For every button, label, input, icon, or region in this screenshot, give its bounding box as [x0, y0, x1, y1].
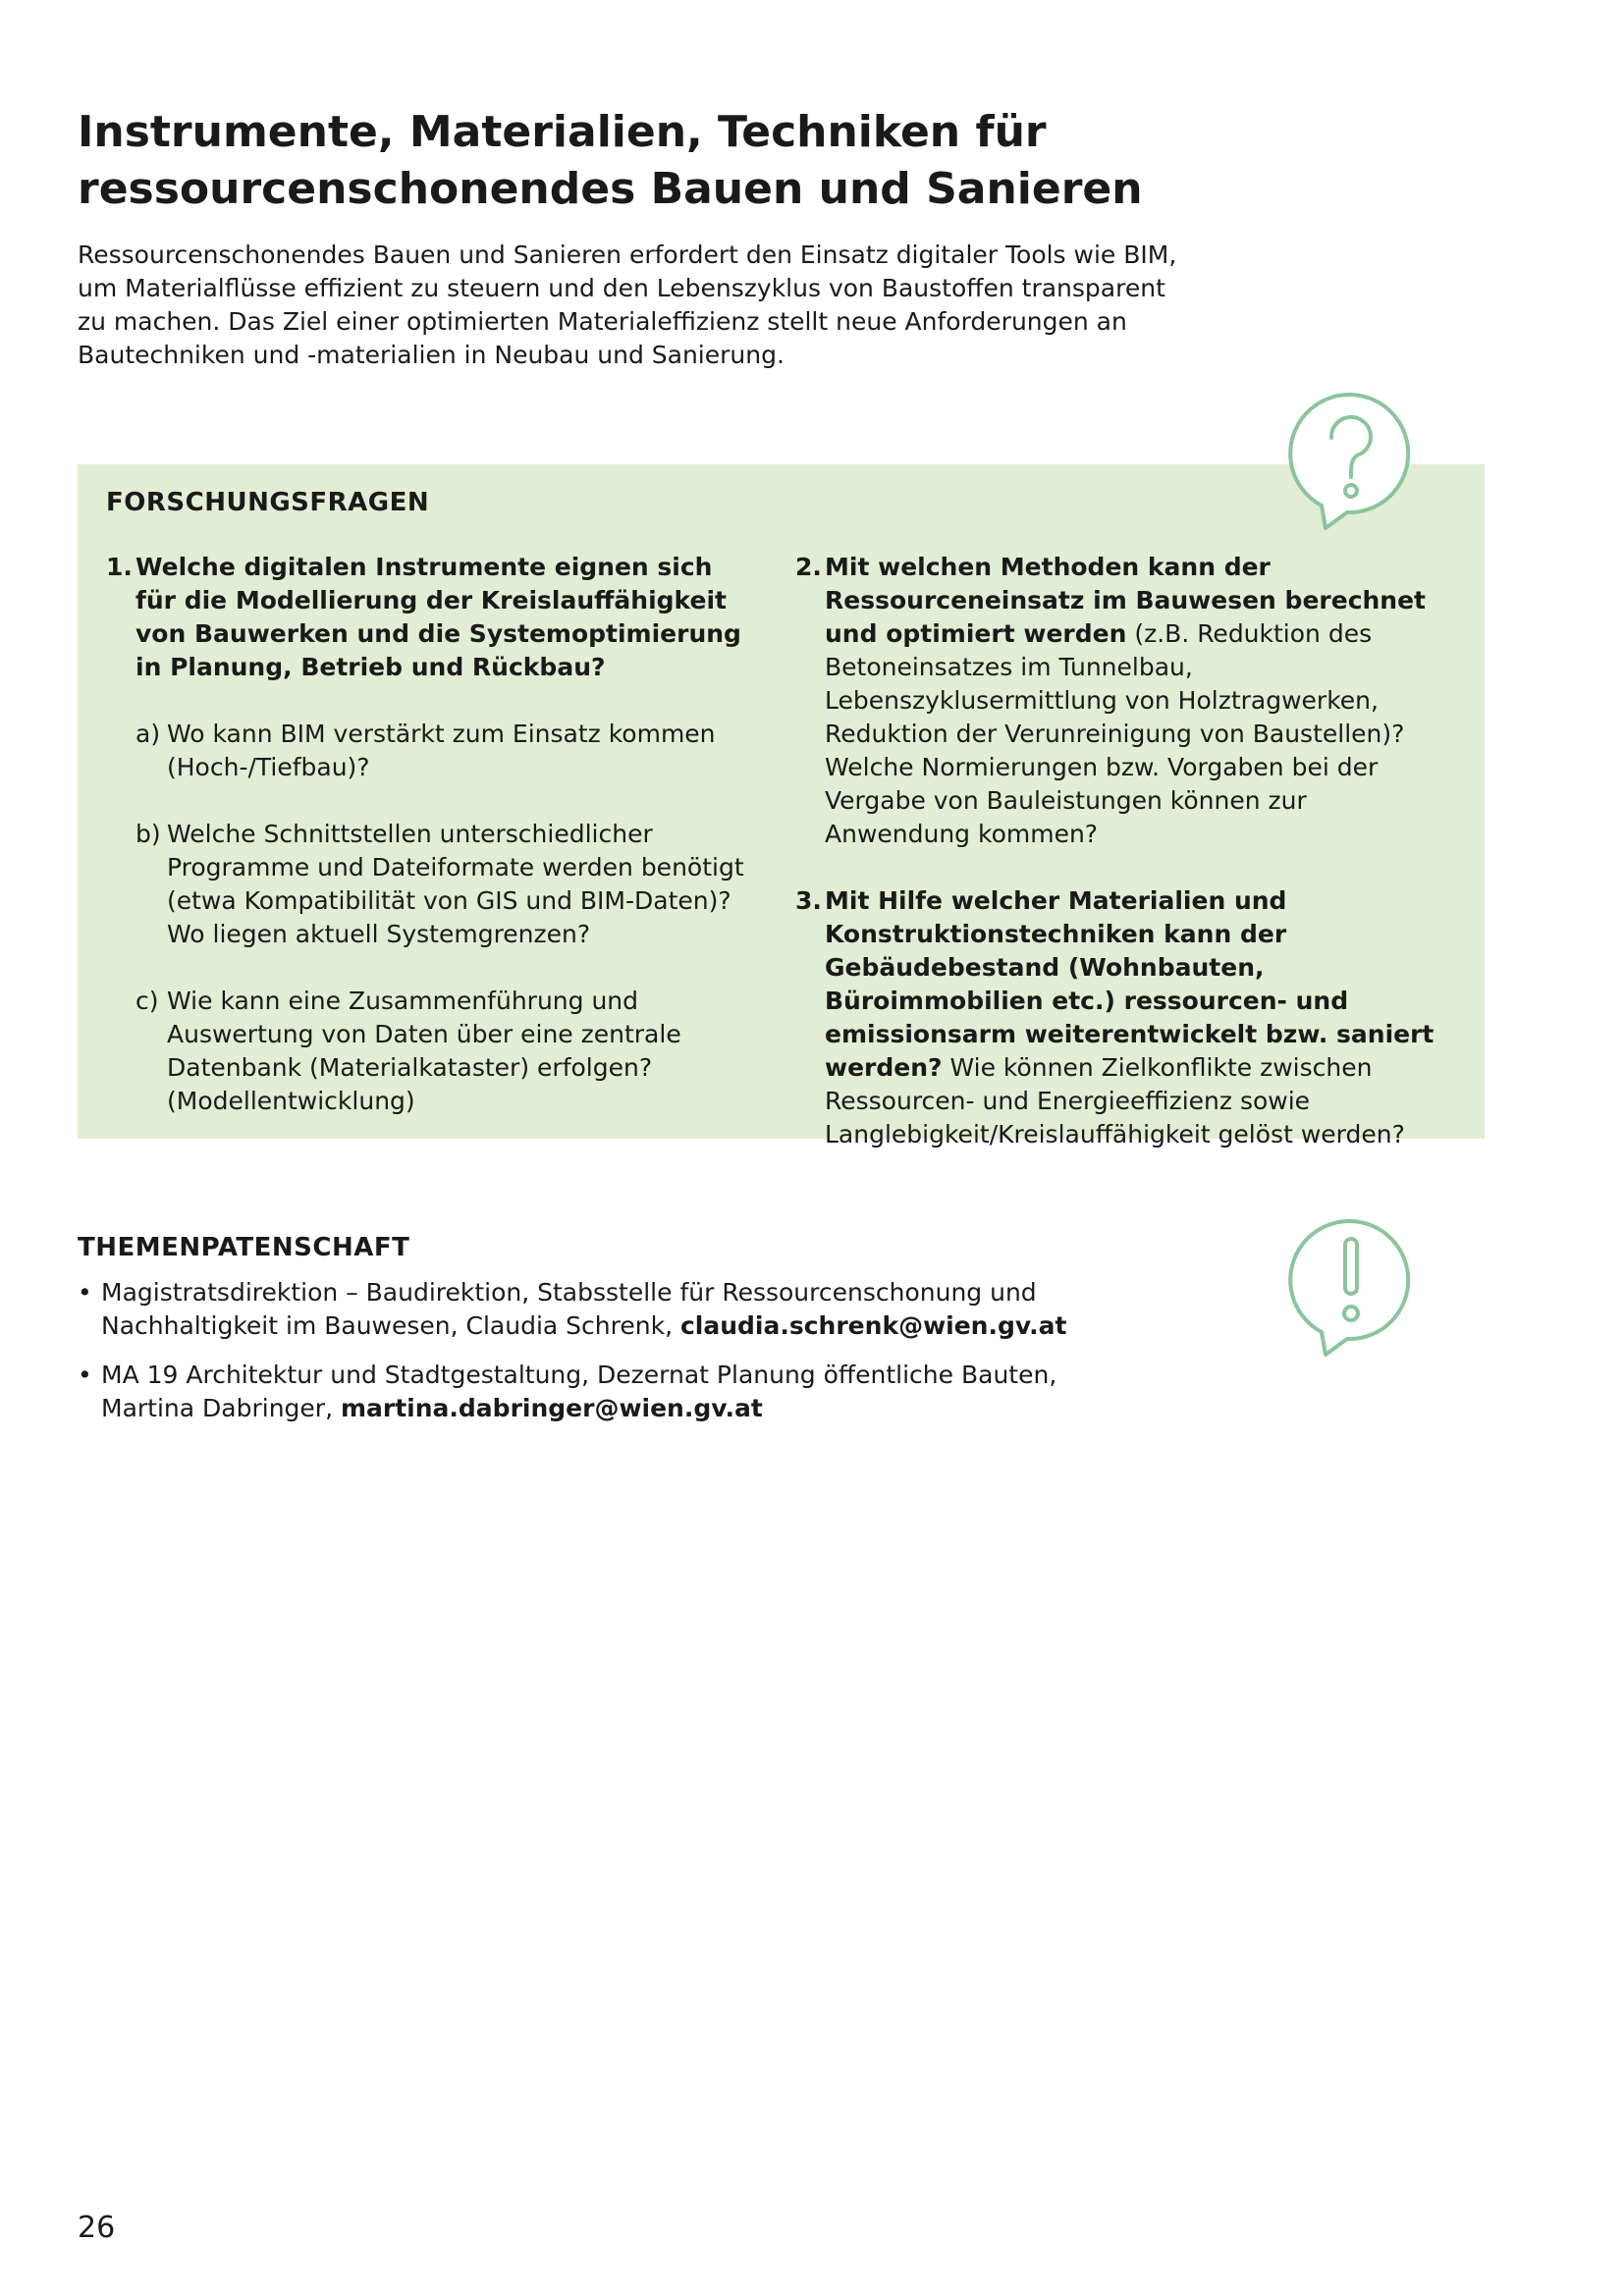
question-text: Welche digitalen Instrumente eignen sich für die Modellierung der Kreislauffähigkeit von Bauwerken und die Systemoptimierung in Planung, Betrieb und Rückbau?: [135, 553, 741, 681]
sub-question-label: a): [135, 720, 161, 748]
email-link[interactable]: claudia.schrenk@wien.gv.at: [679, 1311, 1067, 1340]
question-text-bold: Mit welchen Methoden kann der Ressourceneinsatz im Bauwesen berechnet und optimiert werden: [825, 553, 1427, 648]
sub-question-text: Wo kann BIM verstärkt zum Einsatz kommen (Hoch-/Tiefbau)?: [167, 720, 716, 781]
research-column-left: [106, 551, 754, 1118]
sub-question-text: Welche Schnittstellen unterschiedlicher Programme und Dateiformate werden benötigt (etwa Kompatibilität von GIS und BIM-Daten)? Wo liegen aktuell Systemgrenzen?: [167, 820, 744, 948]
title-line-2: ressourcenschonendes Bauen und Sanieren: [78, 164, 1143, 214]
sub-question-label: c): [135, 987, 159, 1015]
patron-text: MA 19 Architektur und Stadtgestaltung, Dezernat Planung öffentliche Bauten, Martina Dabringer,: [101, 1361, 1057, 1422]
list-item: [78, 1276, 1158, 1343]
research-column-right: [795, 551, 1453, 1151]
title-line-1: Instrumente, Materialien, Techniken für: [78, 107, 1047, 157]
question-number: 2.: [795, 553, 822, 581]
question-bubble-icon: [1286, 393, 1416, 538]
question-text-bold: Mit Hilfe welcher Materialien und Konstruktionstechniken kann der Gebäudebestand (Wohnbauten, Büroimmobilien etc.) ressourcen- und emissionsarm weiterentwickelt bzw. saniert werden?: [825, 886, 1435, 1082]
intro-paragraph: Ressourcenschonendes Bauen und Sanieren erfordert den Einsatz digitaler Tools wie BIM, um Materialflüsse effizient zu steuern und den Lebenszyklus von Baustoffen transparent zu machen. Das Ziel einer optimierten Materialeffizienz stellt neue Anforderungen an Bautechniken und -materialien in Neubau und Sanierung.: [78, 240, 1177, 369]
patronage-list: [78, 1276, 1158, 1441]
bullet: •: [78, 1361, 92, 1389]
bullet: •: [78, 1278, 92, 1307]
sub-question-text: Wie kann eine Zusammenführung und Auswertung von Daten über eine zentrale Datenbank (Materialkataster) erfolgen? (Modellentwicklung): [167, 987, 681, 1115]
question-text-rest: Wie können Zielkonflikte zwischen Ressourcen- und Energieeffizienz sowie Langlebigkeit/Kreislauffähigkeit gelöst werden?: [825, 1053, 1405, 1148]
list-item: [78, 1359, 1158, 1425]
email-link[interactable]: martina.dabringer@wien.gv.at: [340, 1394, 763, 1422]
research-heading: FORSCHUNGSFRAGEN: [106, 488, 430, 517]
sub-question-c: [135, 985, 754, 1118]
research-questions-box: [78, 464, 1485, 1148]
research-question-3: [795, 884, 1453, 1151]
exclamation-bubble-icon: [1286, 1219, 1416, 1364]
page-title: [78, 104, 1158, 218]
sub-question-b: [135, 818, 754, 951]
research-question-2: [795, 551, 1453, 851]
question-text-rest: (z.B. Reduktion des Betoneinsatzes im Tunnelbau, Lebenszyklusermittlung von Holztragwerken, Reduktion der Verunreinigung von Baustellen)? Welche Normierungen bzw. Vorgaben bei der Vergabe von Bauleistungen können zur Anwendung kommen?: [825, 619, 1405, 848]
question-number: 1.: [106, 553, 133, 581]
sub-question-a: [135, 718, 754, 784]
patronage-heading: THEMENPATENSCHAFT: [78, 1233, 410, 1262]
page-number: 26: [78, 2211, 116, 2245]
sub-question-label: b): [135, 820, 161, 848]
question-number: 3.: [795, 886, 822, 915]
patron-text: Magistratsdirektion – Baudirektion, Stabsstelle für Ressourcenschonung und Nachhaltigkeit im Bauwesen, Claudia Schrenk,: [101, 1278, 1037, 1340]
research-question-1: [106, 551, 754, 684]
